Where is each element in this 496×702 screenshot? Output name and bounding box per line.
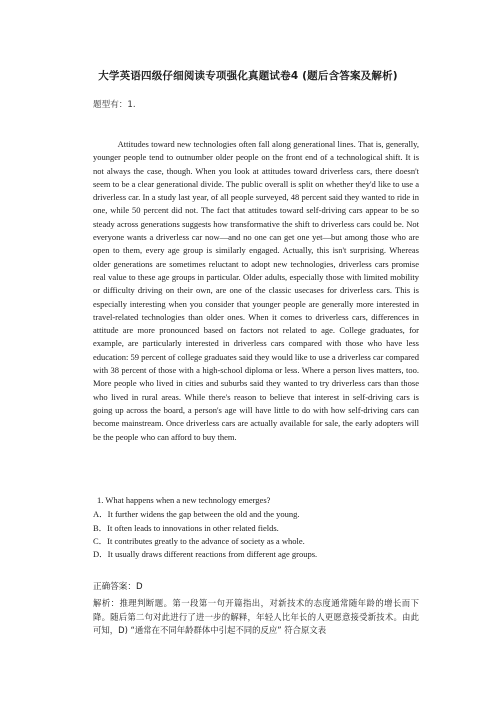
question-block [93, 494, 423, 561]
question-stem: 1. What happens when a new technology emerges? [97, 495, 271, 505]
option-b: B．It often leads to innovations in other related fields. [93, 522, 279, 533]
document-title: 大学英语四级仔细阅读专项强化真题试卷4 (题后含答案及解析) [98, 70, 398, 82]
answer-analysis: 解析：推理判断题。第一段第一句开篇指出，对新技术的态度通常随年龄的增长而下降。随后第二句对此进行了进一步的解释，年轻人比年长的人更愿意接受新技术。由此可知，D) “通常在不同年龄群体中引起不同的反应” 符合原文表 [93, 598, 419, 635]
question-type-label: 题型有：1. [93, 100, 136, 110]
option-c: C．It contributes greatly to the advance of society as a whole. [93, 535, 305, 546]
option-d: D．It usually draws different reactions from different age groups. [93, 549, 318, 560]
reading-passage: Attitudes toward new technologies often fall along generational lines. That is, generally, younger people tend to outnumber older people on the front end of a technological shift. It is not always the case, though. When you look at attitudes toward driverless cars, there doesn't seem to be a clear generational divide. The public overall is split on whether they'd like to use a driverless car. In a study last year, of all people surveyed, 48 percent said they wanted to ride in one, while 50 percent did not. The fact that attitudes toward self-driving cars appear to be so steady across generations suggests how transformative the shift to driverless cars could be. Not everyone wants a driverless car now—and no one can get one yet—but among those who are open to them, every age group is similarly engaged. Actually, this isn't surprising. Whereas older generations are sometimes reluctant to adopt new technologies, driverless cars promise real value to these age groups in particular. Older adults, especially those with limited mobility or difficulty driving on their own, are one of the classic usecases for driverless cars. This is especially interesting when you consider that younger people are generally more interested in travel-related technologies than older ones. When it comes to driverless cars, differences in attitude are more pronounced based on factors not related to age. College graduates, for example, are particularly interested in driverless cars compared with those who have less education: 59 percent of college graduates said they would like to use a driverless car compared with 38 percent of those with a high-school diploma or less. Where a person lives matters, too. More people who lived in cities and suburbs said they wanted to try driverless cars than those who lived in rural areas. While there's reason to believe that interest in self-driving cars is going up across the board, a person's age will have little to do with how self-driving cars can become mainstream. Once driverless cars are actually available for sale, the early adopters will be the people who can afford to buy them. [93, 139, 419, 442]
correct-answer: 正确答案：D [93, 582, 143, 592]
option-a: A．It further widens the gap between the old and the young. [93, 509, 300, 520]
